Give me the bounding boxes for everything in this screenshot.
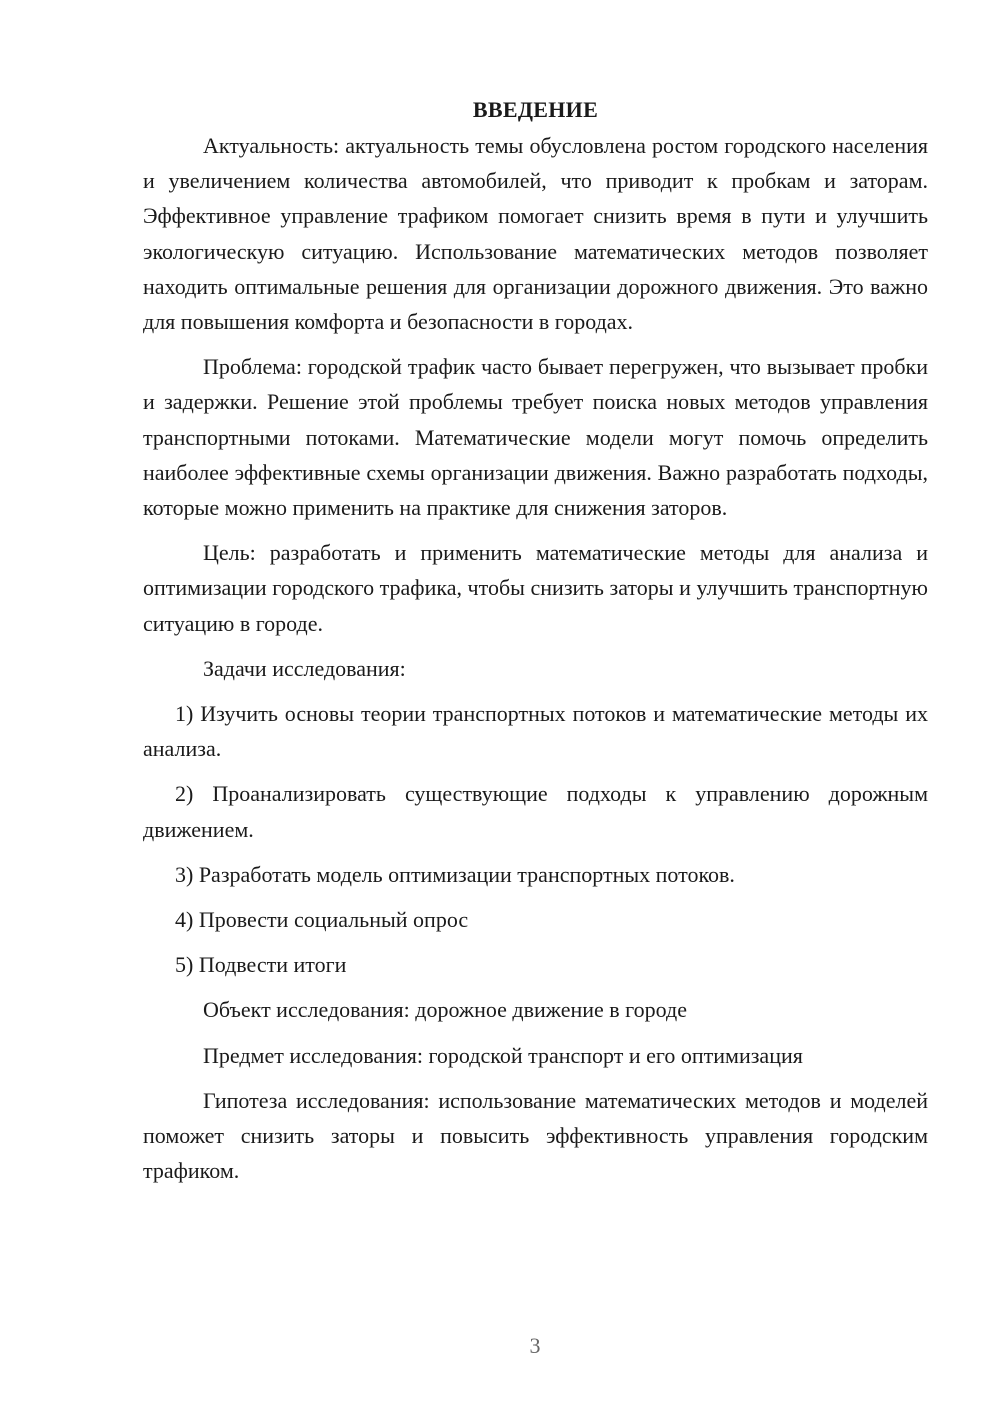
page-content	[143, 92, 928, 1198]
paragraph-subject: Предмет исследования: городской транспорт и его оптимизация	[203, 1042, 803, 1068]
paragraph-relevance: Актуальность: актуальность темы обусловлена ростом городского населения и увеличением количества автомобилей, что приводит к пробкам и заторам. Эффективное управление трафиком помогает снизить время в пути и улучшить экологическую ситуацию. Использование математических методов позволяет находить оптимальные решения для организации дорожного движения. Это важно для повышения комфорта и безопасности в городах.	[143, 133, 928, 335]
task-item: 4) Провести социальный опрос	[175, 907, 469, 933]
section-title: ВВЕДЕНИЕ	[472, 97, 599, 122]
task-item: 2) Проанализировать существующие подходы к управлению дорожным движением.	[143, 781, 928, 842]
paragraph-hypothesis: Гипотеза исследования: использование математических методов и моделей поможет снизить заторы и повысить эффективность управления городским трафиком.	[143, 1087, 928, 1184]
task-item: 1) Изучить основы теории транспортных потоков и математические методы их анализа.	[143, 701, 928, 762]
task-item: 3) Разработать модель оптимизации транспортных потоков.	[175, 861, 735, 887]
paragraph-problem: Проблема: городской трафик часто бывает перегружен, что вызывает пробки и задержки. Решение этой проблемы требует поиска новых методов управления транспортными потоками. Математические модели могут помочь определить наиболее эффективные схемы организации движения. Важно разработать подходы, которые можно применить на практике для снижения заторов.	[143, 354, 928, 521]
task-item: 5) Подвести итоги	[175, 952, 347, 978]
page-number: 3	[529, 1333, 541, 1358]
paragraph-object: Объект исследования: дорожное движение в городе	[203, 997, 687, 1023]
paragraph-tasks-heading: Задачи исследования:	[203, 655, 406, 681]
paragraph-goal: Цель: разработать и применить математические методы для анализа и оптимизации городского трафика, чтобы снизить заторы и улучшить транспортную ситуацию в городе.	[143, 540, 928, 636]
